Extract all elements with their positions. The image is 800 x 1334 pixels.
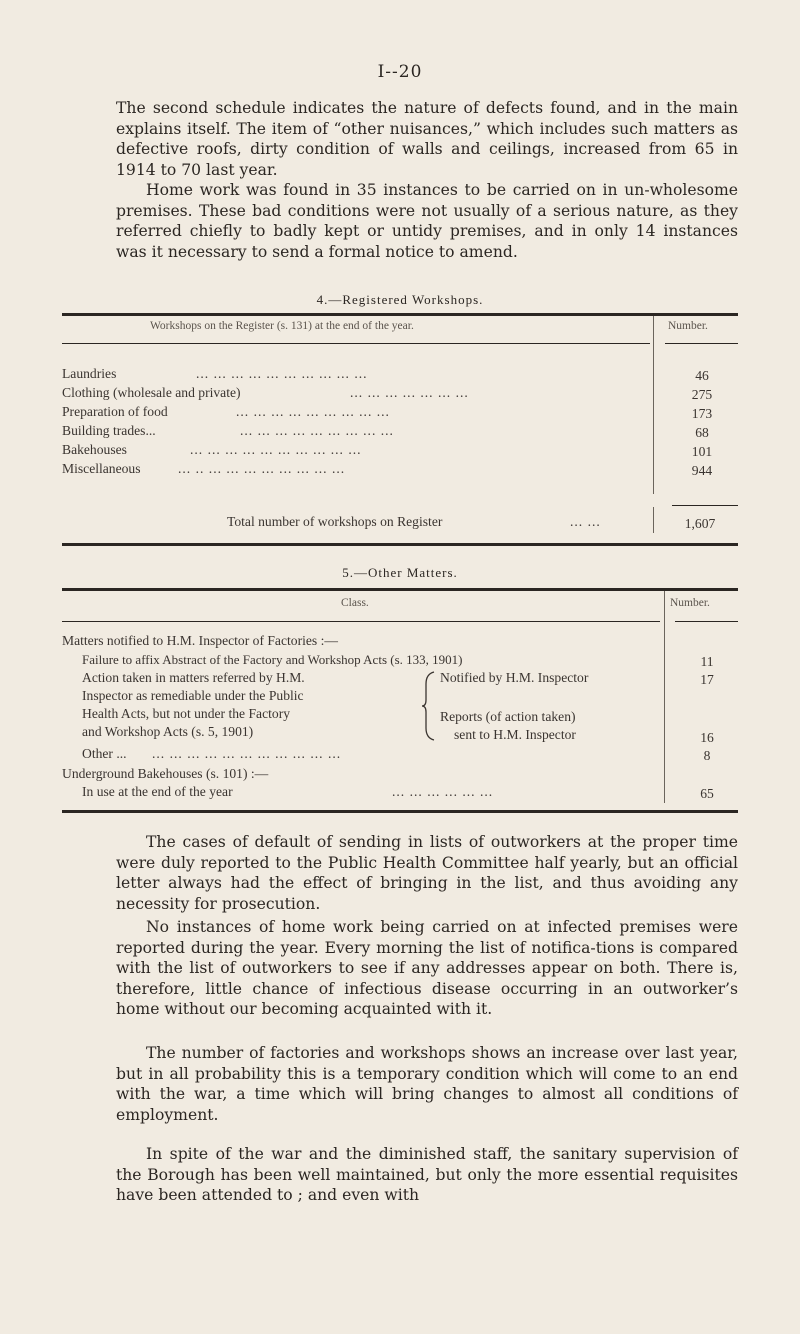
- table4-total-label: Total number of workshops on Register: [227, 514, 443, 529]
- table5-inuse-dots: ... ... ... ... ... ...: [392, 784, 494, 799]
- table5-notified-label: Notified by H.M. Inspector: [440, 670, 589, 685]
- paragraph-factories: The number of factories and workshops shows an increase over last year, but in all probability this is a temporary condition which will come to an end with the war, a time which will bring changes to almost all conditions of employment.: [116, 1044, 738, 1124]
- paragraph-outworkers: The cases of default of sending in lists of outworkers at the proper time were duly reported to the Public Health Committee half yearly, but an official letter always had the effect of bringing in the list, and thus avoiding any necessity for prosecution.: [116, 833, 738, 913]
- table4-row-value: 46: [695, 368, 709, 383]
- table5-other-label: Other ...: [82, 746, 127, 761]
- table4-row-label: Preparation of food: [62, 404, 168, 419]
- table4-row-dots: ... .. ... ... ... ... ... ... ... ...: [178, 461, 346, 476]
- table4-total-rule: [672, 505, 738, 506]
- table4-row-dots: ... ... ... ... ... ... ... ... ...: [240, 423, 394, 438]
- table5-action-line: and Workshop Acts (s. 5, 1901): [82, 724, 254, 739]
- table4-header-rule: [62, 343, 650, 344]
- table4-row-dots: ... ... ... ... ... ... ... ... ...: [236, 404, 390, 419]
- table5-action-line: Inspector as remediable under the Public: [82, 688, 304, 703]
- table4-row-dots: ... ... ... ... ... ... ... ... ... ...: [196, 366, 368, 381]
- table4-total-divider: [653, 507, 654, 533]
- paragraph-defects: The second schedule indicates the nature of defects found, and in the main explains itself. The item of “other nuisances,” which includes such matters as defective roofs, dirty condition of walls and ceilings, increased from 65 in 1914 to 70 last year.: [116, 99, 738, 179]
- table5-bottom-rule: [62, 810, 738, 813]
- table4-row-label: Clothing (wholesale and private): [62, 385, 241, 400]
- paragraph-infected-premises: No instances of home work being carried on at infected premises were reported during the year. Every morning the list of notifica-tions is compared with the list of outworkers to see if any addresses appear on both. There is, therefore, little chance of infectious disease occurring in an outworker’s home without our becoming acquainted with it.: [116, 918, 738, 1018]
- table4-row-label: Bakehouses: [62, 442, 127, 457]
- table4-heading: 4.—Registered Workshops.: [316, 292, 484, 307]
- table4-row-label: Building trades...: [62, 423, 156, 438]
- paragraph-home-work: Home work was found in 35 instances to be carried on in un-wholesome premises. These bad conditions were not usually of a serious nature, as they referred chiefly to badly kept or untidy premises, and in only 14 instances was it necessary to send a formal notice to amend.: [116, 181, 738, 261]
- table4-row-dots: ... ... ... ... ... ... ...: [350, 385, 469, 400]
- table4-row-value: 101: [691, 444, 713, 459]
- table5-other-value: 8: [703, 748, 711, 763]
- table4-row-label: Miscellaneous: [62, 461, 141, 476]
- table4-col-label: Workshops on the Register (s. 131) at the end of the year.: [150, 320, 414, 332]
- table4-total-value: 1,607: [684, 516, 716, 531]
- table5-inuse-value: 65: [700, 786, 714, 801]
- table4-row-value: 173: [691, 406, 713, 421]
- table5-inuse-label: In use at the end of the year: [82, 784, 233, 799]
- table4-row-label: Laundries: [62, 366, 117, 381]
- table5-failure-label: Failure to affix Abstract of the Factory and Workshop Acts (s. 133, 1901): [82, 652, 463, 667]
- table5-heading: 5.—Other Matters.: [342, 565, 458, 580]
- table5-header-rule-num: [675, 621, 738, 622]
- table4-row-value: 275: [691, 387, 713, 402]
- table5-notified-value: 17: [700, 672, 714, 687]
- table4-top-rule: [62, 313, 738, 316]
- table4-col-number: Number.: [668, 320, 708, 332]
- table4-header-rule-num: [665, 343, 738, 344]
- table4-divider: [653, 316, 654, 494]
- table5-action-line: Health Acts, but not under the Factory: [82, 706, 291, 721]
- table5-failure-value: 11: [700, 654, 714, 669]
- table4-row-dots: ... ... ... ... ... ... ... ... ... ...: [190, 442, 362, 457]
- table4-row-value: 68: [695, 425, 709, 440]
- brace-close-icon: [420, 670, 438, 742]
- table5-divider: [664, 591, 665, 803]
- table5-action-line: Action taken in matters referred by H.M.: [82, 670, 305, 685]
- table4-row-value: 944: [691, 463, 713, 478]
- table5-reports-line: sent to H.M. Inspector: [454, 727, 576, 742]
- table5-other-dots: ... ... ... ... ... ... ... ... ... ... ...: [152, 746, 342, 761]
- page-number: I--20: [377, 62, 423, 82]
- table5-col-class: Class.: [341, 597, 369, 609]
- table5-header-rule: [62, 621, 660, 622]
- table5-col-number: Number.: [670, 597, 710, 609]
- table5-section-notified: Matters notified to H.M. Inspector of Factories :—: [62, 633, 338, 648]
- table5-top-rule: [62, 588, 738, 591]
- table4-bottom-rule: [62, 543, 738, 546]
- table5-section-bakehouses: Underground Bakehouses (s. 101) :—: [62, 766, 269, 781]
- table5-reports-line: Reports (of action taken): [440, 709, 576, 724]
- paragraph-war-staff: In spite of the war and the diminished staff, the sanitary supervision of the Borough has been well maintained, but only the more essential requisites have been attended to ; and even with: [116, 1145, 738, 1204]
- table5-reports-value: 16: [700, 730, 714, 745]
- table4-total-dots: ... ...: [570, 514, 601, 529]
